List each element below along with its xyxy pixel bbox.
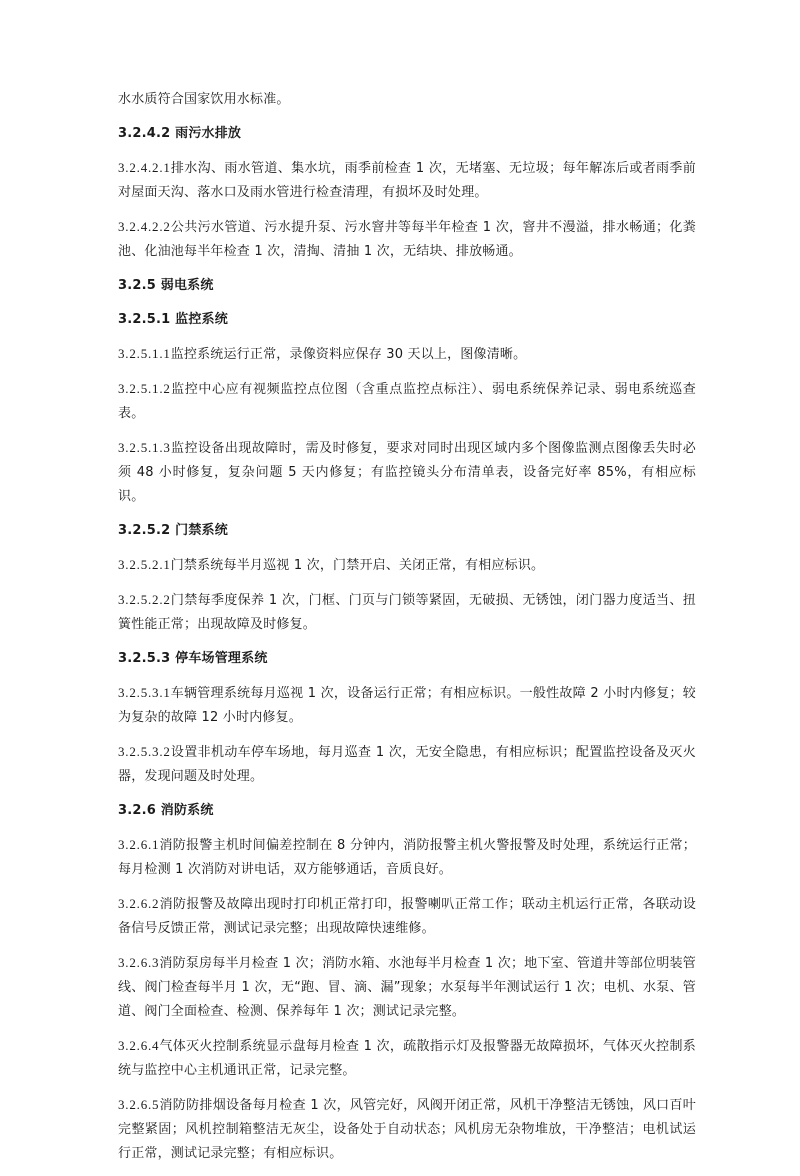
paragraph-text: 消防报警及故障出现时打印机正常打印，报警喇叭正常工作；联动主机运行正常，各联动设备信号反馈正常，测试记录完整；出现故障快速维修。 bbox=[118, 897, 696, 936]
paragraph-text: 消防防排烟设备每月检查 1 次，风管完好，风阀开闭正常，风机干净整洁无锈蚀，风口百叶完整紧固；风机控制箱整洁无灰尘，设备处于自动状态；风机房无杂物堆放，干净整洁；电机试运行正常，测试记录完整；有相应标识。 bbox=[118, 1098, 696, 1161]
paragraph bbox=[118, 588, 696, 637]
paragraph bbox=[118, 951, 696, 1024]
clause-number: 3.2.6.5 bbox=[118, 1097, 160, 1112]
paragraph bbox=[118, 1034, 696, 1083]
paragraph bbox=[118, 436, 696, 509]
paragraph bbox=[118, 342, 696, 367]
paragraph-text: 监控中心应有视频监控点位图（含重点监控点标注）、弱电系统保养记录、弱电系统巡查表。 bbox=[118, 382, 696, 421]
paragraph bbox=[118, 1093, 696, 1166]
document-page bbox=[118, 88, 696, 1176]
paragraph-text: 公共污水管道、污水提升泵、污水窨井等每半年检查 1 次，窨井不漫溢，排水畅通；化粪池、化油池每半年检查 1 次，清掏、清抽 1 次，无结块、排放畅通。 bbox=[118, 220, 696, 259]
clause-number: 3.2.5.1.3 bbox=[118, 440, 171, 455]
paragraph-text: 车辆管理系统每月巡视 1 次，设备运行正常；有相应标识。一般性故障 2 小时内修复；较为复杂的故障 12 小时内修复。 bbox=[118, 686, 696, 725]
clause-number: 3.2.4.2.1 bbox=[118, 160, 171, 175]
paragraph bbox=[118, 88, 696, 112]
clause-number: 3.2.6.2 bbox=[118, 896, 160, 911]
clause-number: 3.2.5.2.1 bbox=[118, 557, 171, 572]
clause-number: 3.2.5.3.2 bbox=[118, 744, 171, 759]
paragraph bbox=[118, 553, 696, 578]
paragraph bbox=[118, 215, 696, 264]
clause-number: 3.2.5.1.1 bbox=[118, 346, 171, 361]
section-heading: 3.2.5 弱电系统 bbox=[118, 278, 214, 293]
paragraph-text: 水水质符合国家饮用水标准。 bbox=[118, 92, 290, 107]
section-heading: 3.2.5.1 监控系统 bbox=[118, 312, 228, 327]
section-heading: 3.2.4.2 雨污水排放 bbox=[118, 126, 242, 141]
paragraph-text: 门禁每季度保养 1 次，门框、门页与门锁等紧固，无破损、无锈蚀，闭门器力度适当、扭簧性能正常；出现故障及时修复。 bbox=[118, 593, 696, 632]
clause-number: 3.2.4.2.2 bbox=[118, 219, 171, 234]
paragraph bbox=[118, 681, 696, 730]
paragraph bbox=[118, 377, 696, 426]
paragraph-text: 消防报警主机时间偏差控制在 8 分钟内，消防报警主机火警报警及时处理，系统运行正常；每月检测 1 次消防对讲电话，双方能够通话，音质良好。 bbox=[118, 838, 696, 877]
section-heading: 3.2.6 消防系统 bbox=[118, 803, 214, 818]
paragraph-text: 排水沟、雨水管道、集水坑，雨季前检查 1 次，无堵塞、无垃圾；每年解冻后或者雨季前对屋面天沟、落水口及雨水管进行检查清理，有损坏及时处理。 bbox=[118, 161, 696, 200]
paragraph-text: 消防泵房每半月检查 1 次；消防水箱、水池每半月检查 1 次；地下室、管道井等部位明装管线、阀门检查每半月 1 次，无“跑、冒、滴、漏”现象；水泵每半年测试运行 1 次；电机、水泵、管道、阀门全面检查、检测、保养每年 1 次；测试记录完整。 bbox=[118, 956, 696, 1019]
clause-number: 3.2.6.3 bbox=[118, 955, 160, 970]
clause-number: 3.2.5.3.1 bbox=[118, 685, 171, 700]
section-heading: 3.2.5.2 门禁系统 bbox=[118, 523, 228, 538]
clause-number: 3.2.5.1.2 bbox=[118, 381, 171, 396]
clause-number: 3.2.5.2.2 bbox=[118, 592, 171, 607]
paragraph bbox=[118, 833, 696, 882]
paragraph-text: 设置非机动车停车场地，每月巡查 1 次，无安全隐患，有相应标识；配置监控设备及灭火器，发现问题及时处理。 bbox=[118, 745, 696, 784]
paragraph-text: 监控设备出现故障时，需及时修复，要求对同时出现区域内多个图像监测点图像丢失时必须 48 小时修复，复杂问题 5 天内修复；有监控镜头分布清单表，设备完好率 85%，有相应标识。 bbox=[118, 441, 696, 504]
paragraph bbox=[118, 892, 696, 941]
paragraph-text: 监控系统运行正常，录像资料应保存 30 天以上，图像清晰。 bbox=[170, 347, 527, 362]
paragraph bbox=[118, 156, 696, 205]
paragraph-text: 气体灭火控制系统显示盘每月检查 1 次，疏散指示灯及报警器无故障损坏，气体灭火控制系统与监控中心主机通讯正常，记录完整。 bbox=[118, 1039, 696, 1078]
paragraph bbox=[118, 740, 696, 789]
section-heading: 3.2.5.3 停车场管理系统 bbox=[118, 651, 268, 666]
clause-number: 3.2.6.1 bbox=[118, 837, 160, 852]
paragraph-text: 门禁系统每半月巡视 1 次，门禁开启、关闭正常，有相应标识。 bbox=[170, 558, 545, 573]
clause-number: 3.2.6.4 bbox=[118, 1038, 160, 1053]
